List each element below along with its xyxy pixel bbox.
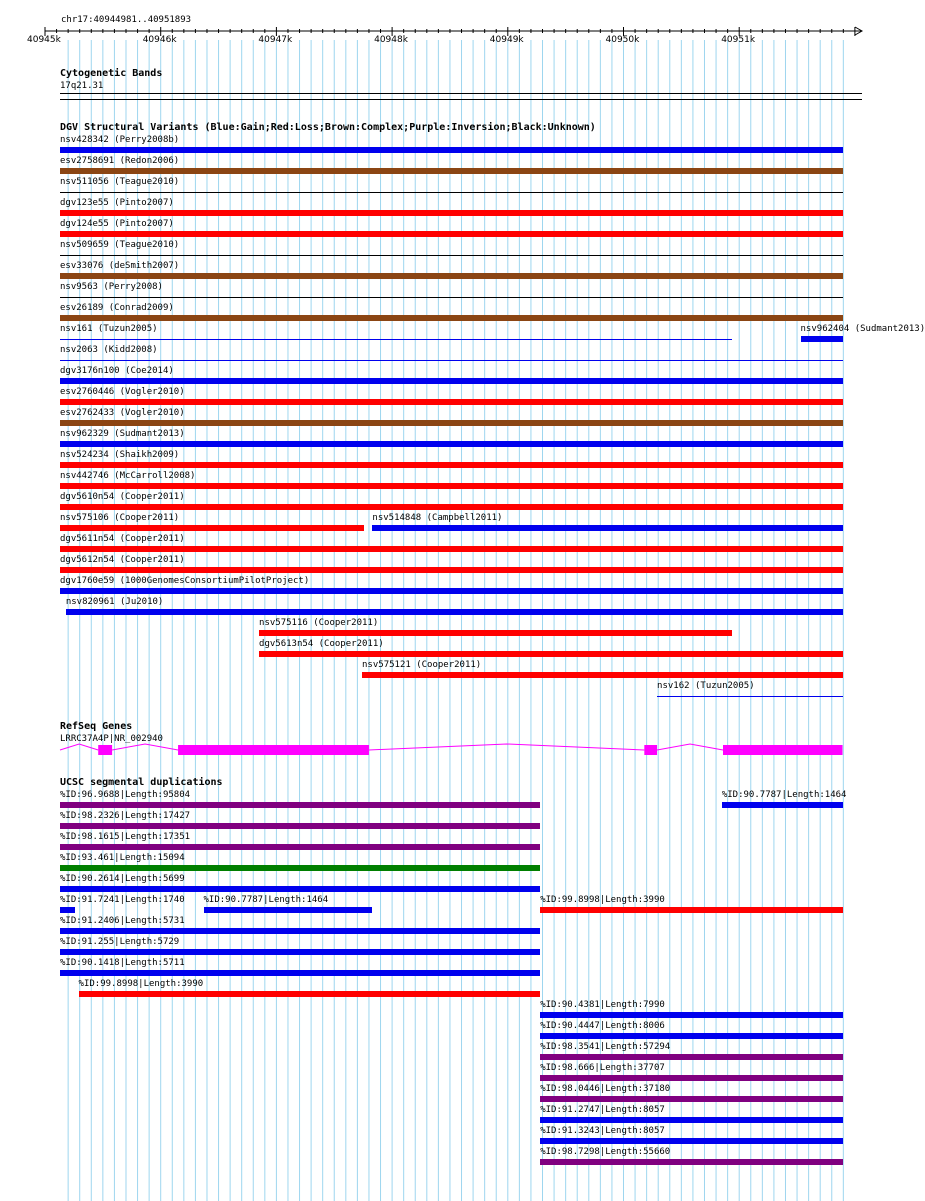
dgv-feature-label[interactable]: nsv524234 (Shaikh2009) xyxy=(60,450,180,460)
cytoband-track-title: Cytogenetic Bands xyxy=(60,68,163,79)
ruler-tick-label: 40948k xyxy=(374,35,408,45)
dgv-feature-bar[interactable] xyxy=(60,231,843,237)
segdup-feature-bar[interactable] xyxy=(204,907,373,913)
segdup-feature-label[interactable]: %ID:90.7787|Length:1464 xyxy=(721,790,847,800)
dgv-feature-bar[interactable] xyxy=(60,297,843,298)
dgv-feature-bar[interactable] xyxy=(60,339,732,340)
segdup-feature-label[interactable]: %ID:98.0446|Length:37180 xyxy=(540,1084,671,1094)
dgv-feature-bar[interactable] xyxy=(60,273,843,279)
segdup-feature-bar[interactable] xyxy=(540,1033,842,1039)
refseq-gene-model[interactable] xyxy=(60,744,843,755)
segdup-feature-label[interactable]: %ID:98.7298|Length:55660 xyxy=(540,1147,671,1157)
segdup-feature-bar[interactable] xyxy=(79,991,541,997)
ruler-tick-label: 40947k xyxy=(258,35,293,45)
dgv-feature-bar[interactable] xyxy=(372,525,842,531)
dgv-feature-bar[interactable] xyxy=(60,462,843,468)
dgv-feature-label[interactable]: nsv428342 (Perry2008b) xyxy=(60,135,180,145)
dgv-feature-bar[interactable] xyxy=(60,360,843,361)
dgv-feature-bar[interactable] xyxy=(657,696,842,697)
segdup-feature-bar[interactable] xyxy=(540,1054,842,1060)
dgv-feature-label[interactable]: dgv5611n54 (Cooper2011) xyxy=(60,534,185,544)
dgv-feature-label[interactable]: dgv123e55 (Pinto2007) xyxy=(60,198,174,208)
gene-exon xyxy=(98,745,112,755)
refseq-gene-label[interactable]: LRRC37A4P|NR_002940 xyxy=(60,734,163,744)
dgv-feature-label[interactable]: nsv514848 (Campbell2011) xyxy=(372,513,503,523)
dgv-feature-bar[interactable] xyxy=(60,441,843,447)
dgv-feature-label[interactable]: nsv962329 (Sudmant2013) xyxy=(60,429,185,439)
segdup-feature-label[interactable]: %ID:98.2326|Length:17427 xyxy=(60,811,191,821)
dgv-feature-bar[interactable] xyxy=(60,192,843,193)
segdup-feature-label[interactable]: %ID:98.3541|Length:57294 xyxy=(540,1042,671,1052)
segdup-feature-bar[interactable] xyxy=(540,1159,842,1165)
segdup-feature-label[interactable]: %ID:99.8998|Length:3990 xyxy=(78,979,204,989)
dgv-feature-bar[interactable] xyxy=(60,525,364,531)
segdup-track-title: UCSC segmental duplications xyxy=(60,777,223,788)
ruler-tick-label: 40945k xyxy=(27,35,61,45)
dgv-feature-bar[interactable] xyxy=(259,651,842,657)
segdup-feature-label[interactable]: %ID:91.7241|Length:1740 xyxy=(60,895,185,905)
dgv-feature-label[interactable]: esv33076 (deSmith2007) xyxy=(60,261,180,271)
dgv-feature-label[interactable]: nsv575106 (Cooper2011) xyxy=(60,513,180,523)
dgv-feature-label[interactable]: nsv162 (Tuzun2005) xyxy=(657,681,755,691)
dgv-feature-bar[interactable] xyxy=(60,588,843,594)
dgv-feature-bar[interactable] xyxy=(60,504,843,510)
dgv-feature-label[interactable]: nsv962404 (Sudmant2013) xyxy=(800,324,925,334)
segdup-feature-label[interactable]: %ID:90.4381|Length:7990 xyxy=(540,1000,665,1010)
segdup-feature-bar[interactable] xyxy=(60,802,540,808)
segdup-feature-label[interactable]: %ID:93.461|Length:15094 xyxy=(60,853,185,863)
dgv-feature-bar[interactable] xyxy=(66,609,843,615)
refseq-track-title: RefSeq Genes xyxy=(60,721,133,732)
gene-exon xyxy=(723,745,843,755)
segdup-feature-bar[interactable] xyxy=(60,823,540,829)
dgv-feature-bar[interactable] xyxy=(60,483,843,489)
dgv-feature-bar[interactable] xyxy=(60,378,843,384)
segdup-feature-bar[interactable] xyxy=(60,865,540,871)
segdup-feature-label[interactable]: %ID:91.2406|Length:5731 xyxy=(60,916,185,926)
segdup-feature-bar[interactable] xyxy=(540,907,842,913)
segdup-feature-bar[interactable] xyxy=(60,928,540,934)
segdup-feature-label[interactable]: %ID:99.8998|Length:3990 xyxy=(540,895,665,905)
ruler-tick-label: 40949k xyxy=(489,35,524,45)
segdup-feature-label[interactable]: %ID:91.2747|Length:8057 xyxy=(540,1105,665,1115)
ruler-tick-label: 40951k xyxy=(721,35,756,45)
gene-exon xyxy=(644,745,657,755)
ruler-tick-label: 40950k xyxy=(605,35,640,45)
dgv-feature-label[interactable]: dgv124e55 (Pinto2007) xyxy=(60,219,174,229)
dgv-feature-label[interactable]: nsv575121 (Cooper2011) xyxy=(362,660,482,670)
dgv-feature-label[interactable]: nsv575116 (Cooper2011) xyxy=(259,618,379,628)
segdup-feature-label[interactable]: %ID:96.9688|Length:95804 xyxy=(60,790,191,800)
segdup-feature-label[interactable]: %ID:91.3243|Length:8057 xyxy=(540,1126,665,1136)
segdup-feature-label[interactable]: %ID:98.1615|Length:17351 xyxy=(60,832,191,842)
ruler-locus: chr17:40944981..40951893 xyxy=(61,15,192,25)
segdup-feature-bar[interactable] xyxy=(60,907,75,913)
dgv-feature-label[interactable]: esv26189 (Conrad2009) xyxy=(60,303,174,313)
segdup-feature-label[interactable]: %ID:98.666|Length:37707 xyxy=(540,1063,665,1073)
segdup-feature-label[interactable]: %ID:90.1418|Length:5711 xyxy=(60,958,185,968)
dgv-feature-bar[interactable] xyxy=(60,567,843,573)
dgv-feature-bar[interactable] xyxy=(60,168,843,174)
cytoband-label[interactable]: 17q21.31 xyxy=(60,81,104,91)
segdup-feature-label[interactable]: %ID:90.7787|Length:1464 xyxy=(203,895,329,905)
segdup-feature-bar[interactable] xyxy=(60,970,540,976)
gene-exon xyxy=(178,745,369,755)
dgv-feature-label[interactable]: dgv1760e59 (1000GenomesConsortiumPilotProject) xyxy=(60,576,310,586)
dgv-feature-bar[interactable] xyxy=(801,336,843,342)
dgv-feature-bar[interactable] xyxy=(60,420,843,426)
dgv-feature-label[interactable]: esv2760446 (Vogler2010) xyxy=(60,387,185,397)
dgv-feature-bar[interactable] xyxy=(60,546,843,552)
dgv-feature-label[interactable]: dgv5610n54 (Cooper2011) xyxy=(60,492,185,502)
dgv-feature-label[interactable]: dgv5613n54 (Cooper2011) xyxy=(259,639,384,649)
segdup-feature-label[interactable]: %ID:90.4447|Length:8006 xyxy=(540,1021,665,1031)
dgv-feature-label[interactable]: nsv161 (Tuzun2005) xyxy=(60,324,158,334)
dgv-feature-bar[interactable] xyxy=(60,315,843,321)
segdup-feature-bar[interactable] xyxy=(722,802,843,808)
dgv-feature-label[interactable]: esv2762433 (Vogler2010) xyxy=(60,408,185,418)
dgv-feature-bar[interactable] xyxy=(259,630,732,636)
dgv-feature-label[interactable]: nsv2063 (Kidd2008) xyxy=(60,345,158,355)
segdup-feature-bar[interactable] xyxy=(540,1138,842,1144)
dgv-feature-bar[interactable] xyxy=(362,672,843,678)
segdup-feature-bar[interactable] xyxy=(540,1117,842,1123)
ruler-tick-label: 40946k xyxy=(142,35,177,45)
segdup-feature-bar[interactable] xyxy=(60,886,540,892)
dgv-feature-label[interactable]: nsv509659 (Teague2010) xyxy=(60,240,180,250)
dgv-feature-bar[interactable] xyxy=(60,210,843,216)
cytoband-band-top xyxy=(60,93,862,94)
segdup-feature-label[interactable]: %ID:91.255|Length:5729 xyxy=(60,937,180,947)
dgv-feature-label[interactable]: nsv820961 (Ju2010) xyxy=(65,597,164,607)
segdup-feature-bar[interactable] xyxy=(540,1012,842,1018)
dgv-feature-label[interactable]: nsv442746 (McCarroll2008) xyxy=(60,471,196,481)
segdup-feature-bar[interactable] xyxy=(540,1075,842,1081)
segdup-feature-bar[interactable] xyxy=(60,844,540,850)
segdup-feature-bar[interactable] xyxy=(540,1096,842,1102)
dgv-feature-bar[interactable] xyxy=(60,399,843,405)
dgv-feature-label[interactable]: esv2758691 (Redon2006) xyxy=(60,156,180,166)
segdup-feature-label[interactable]: %ID:90.2614|Length:5699 xyxy=(60,874,185,884)
dgv-feature-label[interactable]: dgv3176n100 (Coe2014) xyxy=(60,366,174,376)
dgv-feature-bar[interactable] xyxy=(60,147,843,153)
dgv-feature-label[interactable]: nsv9563 (Perry2008) xyxy=(60,282,163,292)
dgv-feature-label[interactable]: dgv5612n54 (Cooper2011) xyxy=(60,555,185,565)
dgv-feature-label[interactable]: nsv511056 (Teague2010) xyxy=(60,177,180,187)
dgv-track-title: DGV Structural Variants (Blue:Gain;Red:Loss;Brown:Complex;Purple:Inversion;Black:Unknown) xyxy=(60,122,596,133)
segdup-feature-bar[interactable] xyxy=(60,949,540,955)
cytoband-band-bottom xyxy=(60,99,862,100)
dgv-feature-bar[interactable] xyxy=(60,255,843,256)
